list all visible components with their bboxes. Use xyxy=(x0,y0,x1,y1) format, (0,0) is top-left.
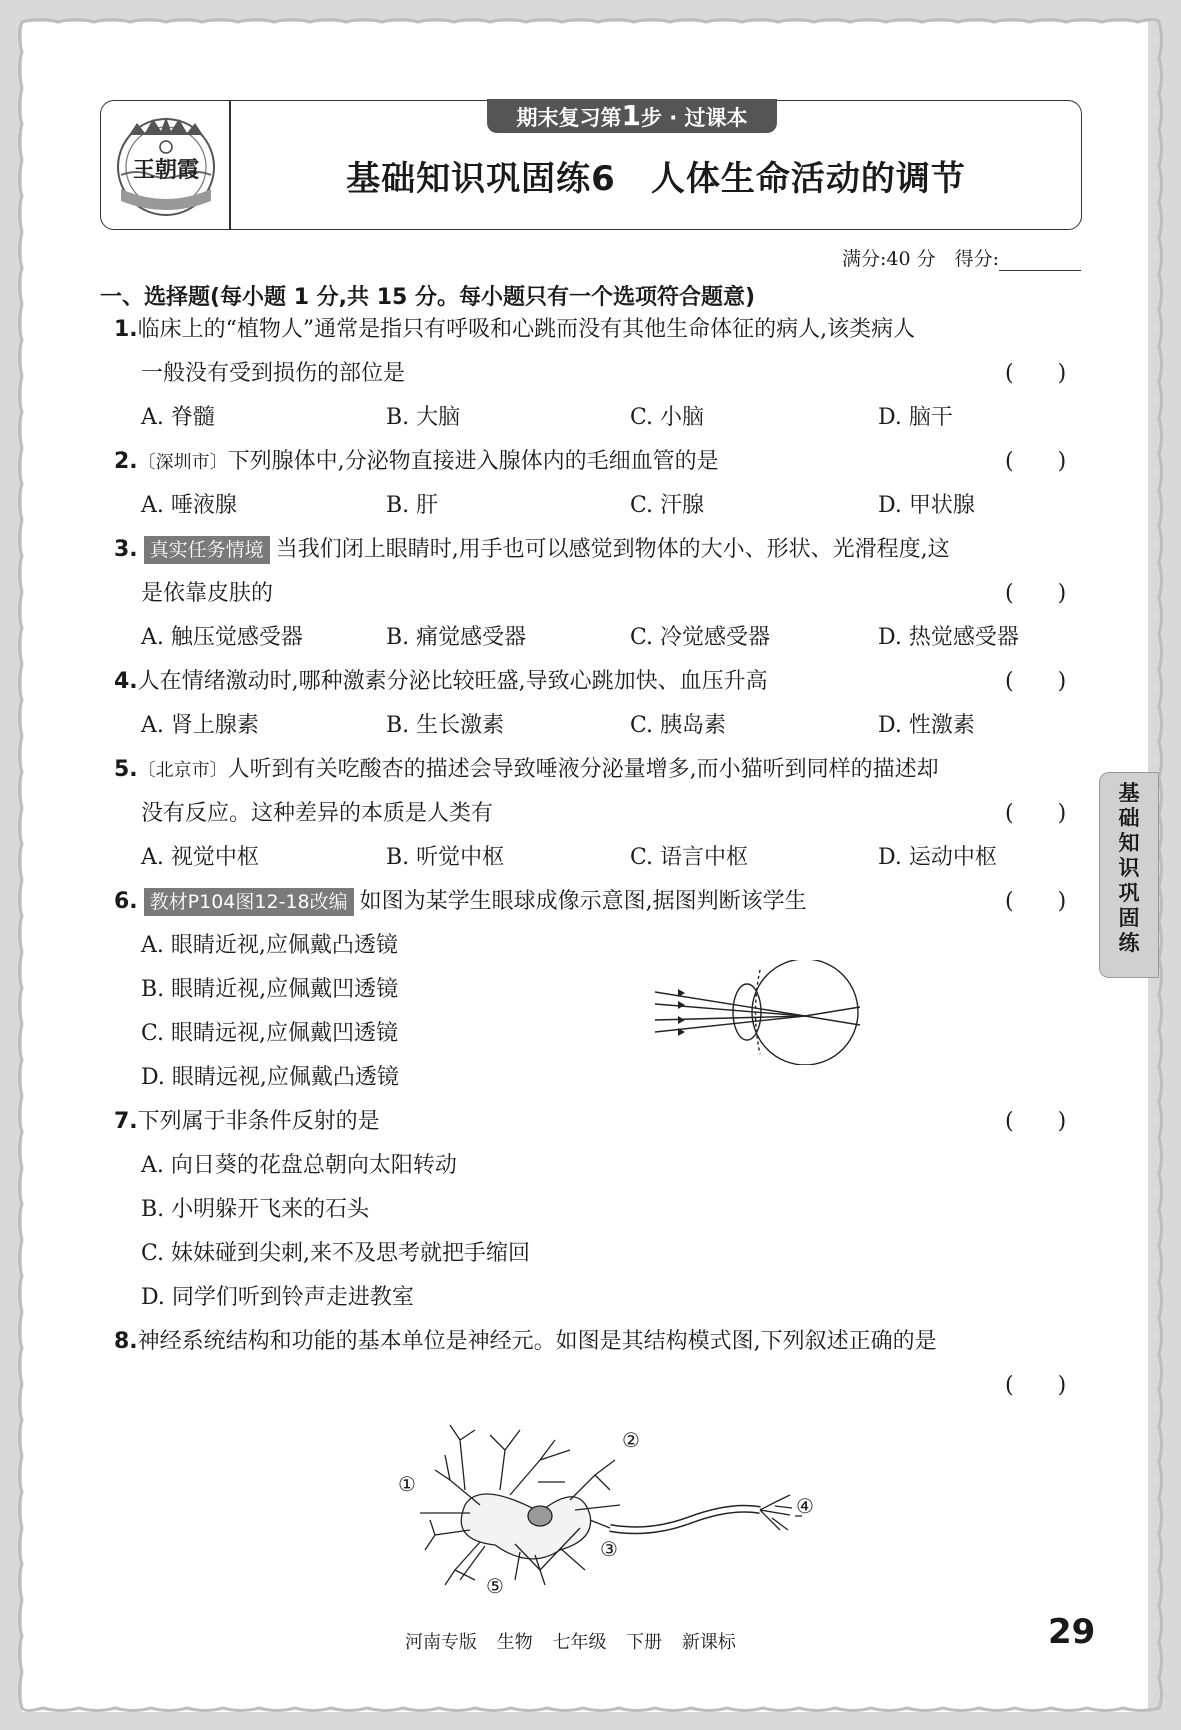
option-item[interactable]: B. 痛觉感受器 xyxy=(386,625,527,650)
side-tab xyxy=(1099,772,1159,978)
neuron-label-3: ③ xyxy=(600,1537,618,1561)
option-item[interactable]: C. 眼睛远视,应佩戴凹透镜 xyxy=(141,1021,399,1046)
answer-parentheses[interactable]: ( ) xyxy=(1005,1373,1067,1398)
option-item[interactable]: B. 小明躲开飞来的石头 xyxy=(141,1197,370,1222)
answer-parentheses[interactable]: ( ) xyxy=(1005,1109,1067,1134)
question-line xyxy=(114,1104,380,1135)
option-item[interactable]: A. 触压觉感受器 xyxy=(141,625,303,650)
score-label: 满分:40 分 得分: xyxy=(841,248,999,270)
logo-text: 王朝霞 xyxy=(132,157,200,183)
question-line xyxy=(114,532,950,564)
question-number: 3. xyxy=(114,537,138,562)
question-text: 当我们闭上眼睛时,用手也可以感觉到物体的大小、形状、光滑程度,这 xyxy=(275,537,950,562)
footer-text: 河南专版 生物 七年级 下册 新课标 xyxy=(405,1632,736,1653)
page-number: 29 xyxy=(1048,1612,1096,1652)
question-text: 没有反应。这种差异的本质是人类有 xyxy=(141,801,494,826)
option-item[interactable]: C. 小脑 xyxy=(630,405,705,430)
score-line xyxy=(842,244,1081,271)
section-title: 一、选择题(每小题 1 分,共 15 分。每小题只有一个选项符合题意) xyxy=(100,285,756,310)
option-item[interactable]: D. 运动中枢 xyxy=(878,845,997,870)
step-label-post: 步 · 过课本 xyxy=(640,106,748,130)
answer-parentheses[interactable]: ( ) xyxy=(1005,449,1067,474)
option-item[interactable]: C. 妹妹碰到尖刺,来不及思考就把手缩回 xyxy=(141,1241,531,1266)
step-number: 1 xyxy=(621,99,641,132)
question-tag: 教材P104图12-18改编 xyxy=(144,888,354,916)
option-item[interactable]: B. 大脑 xyxy=(386,405,461,430)
option-item[interactable]: C. 冷觉感受器 xyxy=(630,625,771,650)
question-line xyxy=(114,664,768,695)
question-line xyxy=(114,444,719,475)
option-item[interactable]: D. 脑干 xyxy=(878,405,953,430)
neuron-label-4: ④ xyxy=(796,1494,814,1518)
option-item[interactable]: D. 热觉感受器 xyxy=(878,625,1019,650)
answer-parentheses[interactable]: ( ) xyxy=(1005,581,1067,606)
option-item[interactable]: C. 语言中枢 xyxy=(630,845,749,870)
question-number: 2. xyxy=(114,449,138,474)
question-text: 如图为某学生眼球成像示意图,据图判断该学生 xyxy=(359,889,807,914)
question-region: 〔北京市〕 xyxy=(137,760,228,781)
step-label-pre: 期末复习第 xyxy=(516,106,622,130)
option-item[interactable]: C. 汗腺 xyxy=(630,493,705,518)
question-number: 7. xyxy=(114,1109,138,1134)
question-line xyxy=(141,356,405,387)
question-text: 下列腺体中,分泌物直接进入腺体内的毛细血管的是 xyxy=(227,449,719,474)
question-text: 人听到有关吃酸杏的描述会导致唾液分泌量增多,而小猫听到同样的描述却 xyxy=(227,757,939,782)
question-number: 6. xyxy=(114,889,138,914)
option-item[interactable]: B. 听觉中枢 xyxy=(386,845,505,870)
option-item[interactable]: D. 眼睛远视,应佩戴凸透镜 xyxy=(141,1065,399,1090)
question-text: 人在情绪激动时,哪种激素分泌比较旺盛,导致心跳加快、血压升高 xyxy=(137,669,768,694)
option-item[interactable]: A. 唾液腺 xyxy=(141,493,237,518)
question-text: 神经系统结构和功能的基本单位是神经元。如图是其结构模式图,下列叙述正确的是 xyxy=(137,1329,937,1354)
score-blank[interactable] xyxy=(999,250,1081,271)
header-box xyxy=(100,100,1082,230)
question-text: 下列属于非条件反射的是 xyxy=(137,1109,380,1134)
option-item[interactable]: A. 肾上腺素 xyxy=(141,713,259,738)
question-line xyxy=(114,752,939,783)
question-number: 5. xyxy=(114,757,138,782)
side-tab-label: 基础知识巩固练 xyxy=(1118,781,1140,955)
option-item[interactable]: B. 眼睛近视,应佩戴凹透镜 xyxy=(141,977,399,1002)
option-item[interactable]: D. 甲状腺 xyxy=(878,493,975,518)
logo-seal-icon xyxy=(107,105,225,225)
option-item[interactable]: B. 肝 xyxy=(386,493,439,518)
answer-parentheses[interactable]: ( ) xyxy=(1005,669,1067,694)
question-line xyxy=(114,312,915,343)
option-item[interactable]: D. 同学们听到铃声走进教室 xyxy=(141,1285,414,1310)
option-item[interactable]: A. 向日葵的花盘总朝向太阳转动 xyxy=(141,1153,457,1178)
eye-diagram xyxy=(655,960,870,1065)
option-item[interactable]: A. 视觉中枢 xyxy=(141,845,259,870)
option-item[interactable]: B. 生长激素 xyxy=(386,713,505,738)
option-item[interactable]: A. 脊髓 xyxy=(141,405,215,430)
step-tab xyxy=(487,99,777,133)
neuron-label-1: ① xyxy=(398,1472,416,1496)
question-number: 1. xyxy=(114,317,138,342)
question-number: 8. xyxy=(114,1329,138,1354)
answer-parentheses[interactable]: ( ) xyxy=(1005,801,1067,826)
question-text: 临床上的“植物人”通常是指只有呼吸和心跳而没有其他生命体征的病人,该类病人 xyxy=(137,317,916,342)
question-number: 4. xyxy=(114,669,138,694)
question-region: 〔深圳市〕 xyxy=(137,452,228,473)
question-text: 一般没有受到损伤的部位是 xyxy=(141,361,406,386)
neuron-label-5: ⑤ xyxy=(486,1574,504,1598)
page-title: 基础知识巩固练6 人体生命活动的调节 xyxy=(346,159,966,199)
question-line xyxy=(114,1324,937,1355)
option-item[interactable]: A. 眼睛近视,应佩戴凸透镜 xyxy=(141,933,398,958)
question-text: 是依靠皮肤的 xyxy=(141,581,274,606)
question-line xyxy=(141,576,273,607)
question-line xyxy=(141,796,493,827)
option-item[interactable]: C. 胰岛素 xyxy=(630,713,727,738)
question-line xyxy=(114,884,807,916)
neuron-diagram xyxy=(420,1420,820,1590)
option-item[interactable]: D. 性激素 xyxy=(878,713,975,738)
answer-parentheses[interactable]: ( ) xyxy=(1005,361,1067,386)
answer-parentheses[interactable]: ( ) xyxy=(1005,889,1067,914)
question-tag: 真实任务情境 xyxy=(144,536,270,564)
neuron-label-2: ② xyxy=(622,1428,640,1452)
